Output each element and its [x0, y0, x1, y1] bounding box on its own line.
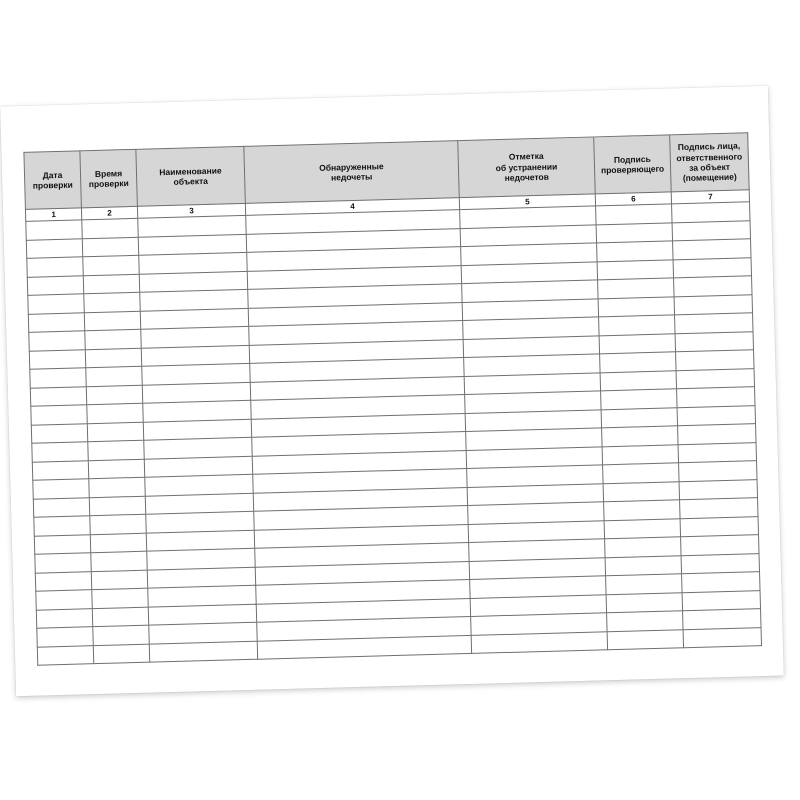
table-cell[interactable] — [675, 331, 753, 352]
table-cell[interactable] — [87, 422, 143, 442]
table-cell[interactable] — [673, 257, 751, 278]
table-cell[interactable] — [683, 609, 761, 630]
table-cell[interactable] — [29, 349, 85, 369]
table-cell[interactable] — [679, 461, 757, 482]
header-line: об устранении — [495, 161, 558, 173]
table-cell[interactable] — [34, 534, 90, 554]
table-cell[interactable] — [82, 218, 138, 238]
header-line: Дата — [42, 169, 63, 181]
table-cell[interactable] — [596, 222, 672, 243]
header-line: Подпись лица, — [677, 140, 741, 153]
table-cell[interactable] — [604, 518, 680, 539]
table-cell[interactable] — [83, 255, 139, 275]
journal-table-wrapper — [23, 132, 760, 651]
header-line: недочетов — [504, 171, 550, 184]
table-cell[interactable] — [28, 294, 84, 314]
table-cell[interactable] — [602, 444, 678, 465]
column-number-7: 7 — [671, 190, 749, 204]
column-header-defects-resolved — [458, 137, 595, 198]
table-cell[interactable] — [93, 644, 149, 664]
column-header-date — [24, 151, 82, 209]
table-cell[interactable] — [596, 204, 672, 225]
table-cell[interactable] — [602, 426, 678, 447]
table-cell[interactable] — [677, 405, 755, 426]
table-cell[interactable] — [88, 440, 144, 460]
table-cell[interactable] — [32, 442, 88, 462]
table-cell[interactable] — [598, 296, 674, 317]
column-number-4: 4 — [245, 198, 459, 216]
table-cell[interactable] — [30, 368, 86, 388]
table-cell[interactable] — [36, 590, 92, 610]
header-line: Время — [94, 167, 123, 179]
table-cell[interactable] — [597, 259, 673, 280]
table-cell[interactable] — [26, 220, 82, 240]
table-cell[interactable] — [37, 645, 93, 665]
column-header-inspector-signature — [594, 135, 672, 194]
table-body — [26, 202, 762, 665]
table-cell[interactable] — [87, 403, 143, 423]
table-cell[interactable] — [676, 350, 754, 371]
table-cell[interactable] — [86, 385, 142, 405]
table-cell[interactable] — [678, 424, 756, 445]
table-cell[interactable] — [34, 516, 90, 536]
table-cell[interactable] — [683, 627, 761, 648]
table-cell[interactable] — [35, 553, 91, 573]
column-header-found-defects — [244, 141, 459, 204]
table-cell[interactable] — [676, 368, 754, 389]
table-cell[interactable] — [83, 274, 139, 294]
table-cell[interactable] — [597, 241, 673, 262]
table-cell[interactable] — [600, 352, 676, 373]
table-cell[interactable] — [674, 276, 752, 297]
table-cell[interactable] — [682, 572, 760, 593]
table-cell[interactable] — [604, 500, 680, 521]
header-line: недочеты — [330, 171, 373, 183]
column-number-2: 2 — [81, 206, 137, 220]
table-cell[interactable] — [28, 312, 84, 332]
header-line: Подпись — [613, 153, 651, 165]
column-number-6: 6 — [595, 192, 671, 206]
table-cell[interactable] — [27, 257, 83, 277]
table-cell[interactable] — [86, 366, 142, 386]
table-cell[interactable] — [29, 331, 85, 351]
table-cell[interactable] — [33, 479, 89, 499]
table-cell[interactable] — [35, 571, 91, 591]
table-cell[interactable] — [27, 275, 83, 295]
table-cell[interactable] — [603, 463, 679, 484]
table-cell[interactable] — [90, 533, 146, 553]
table-cell[interactable] — [33, 497, 89, 517]
table-cell[interactable] — [681, 535, 759, 556]
table-cell[interactable] — [672, 202, 750, 223]
table-cell[interactable] — [471, 631, 607, 653]
table-cell[interactable] — [32, 460, 88, 480]
table-cell[interactable] — [91, 551, 147, 571]
table-cell[interactable] — [88, 459, 144, 479]
table-cell[interactable] — [678, 442, 756, 463]
table-cell[interactable] — [599, 333, 675, 354]
table-cell[interactable] — [681, 553, 759, 574]
column-number-1: 1 — [25, 208, 81, 222]
table-cell[interactable] — [598, 278, 674, 299]
column-number-3: 3 — [137, 203, 245, 218]
table-cell[interactable] — [82, 237, 138, 257]
header-line: проверки — [88, 178, 129, 190]
table-cell[interactable] — [85, 348, 141, 368]
table-cell[interactable] — [600, 370, 676, 391]
header-line: за объект — [689, 161, 731, 173]
table-cell[interactable] — [599, 315, 675, 336]
table-cell[interactable] — [606, 592, 682, 613]
table-cell[interactable] — [679, 479, 757, 500]
table-cell[interactable] — [607, 611, 683, 632]
column-number-5: 5 — [459, 194, 595, 210]
table-cell[interactable] — [37, 627, 93, 647]
header-line: Наименование — [159, 165, 222, 177]
table-cell[interactable] — [601, 407, 677, 428]
table-cell[interactable] — [605, 555, 681, 576]
table-cell[interactable] — [606, 574, 682, 595]
header-line: Отметка — [508, 151, 544, 163]
table-cell[interactable] — [84, 292, 140, 312]
table-cell[interactable] — [682, 590, 760, 611]
table-cell[interactable] — [85, 329, 141, 349]
table-cell[interactable] — [91, 570, 147, 590]
column-header-object-name — [136, 146, 246, 206]
column-header-responsible-signature — [670, 133, 750, 192]
table-cell[interactable] — [93, 625, 149, 645]
header-line: ответственного — [676, 151, 743, 163]
table-cell[interactable] — [89, 477, 145, 497]
table-cell[interactable] — [675, 313, 753, 334]
header-line: Обнаруженные — [319, 160, 384, 173]
table-cell[interactable] — [31, 423, 87, 443]
table-cell[interactable] — [90, 514, 146, 534]
header-line: проверки — [32, 179, 73, 191]
table-cell[interactable] — [680, 516, 758, 537]
table-cell[interactable] — [92, 607, 148, 627]
table-cell[interactable] — [601, 389, 677, 410]
table-cell[interactable] — [149, 641, 257, 662]
table-cell[interactable] — [603, 481, 679, 502]
column-header-time — [80, 149, 138, 207]
header-line: (помещение) — [682, 171, 737, 184]
header-line: объекта — [173, 175, 209, 187]
table-cell[interactable] — [680, 498, 758, 519]
document-sheet — [0, 86, 784, 697]
table-cell[interactable] — [674, 294, 752, 315]
table-cell[interactable] — [673, 239, 751, 260]
table-cell[interactable] — [89, 496, 145, 516]
table-cell[interactable] — [31, 405, 87, 425]
table-cell[interactable] — [30, 386, 86, 406]
table-cell[interactable] — [607, 629, 683, 650]
journal-table — [23, 132, 762, 665]
table-cell[interactable] — [26, 238, 82, 258]
table-cell[interactable] — [677, 387, 755, 408]
table-cell[interactable] — [605, 537, 681, 558]
header-line: проверяющего — [600, 163, 665, 176]
table-cell[interactable] — [36, 608, 92, 628]
table-cell[interactable] — [92, 588, 148, 608]
table-cell[interactable] — [84, 311, 140, 331]
table-cell[interactable] — [672, 220, 750, 241]
